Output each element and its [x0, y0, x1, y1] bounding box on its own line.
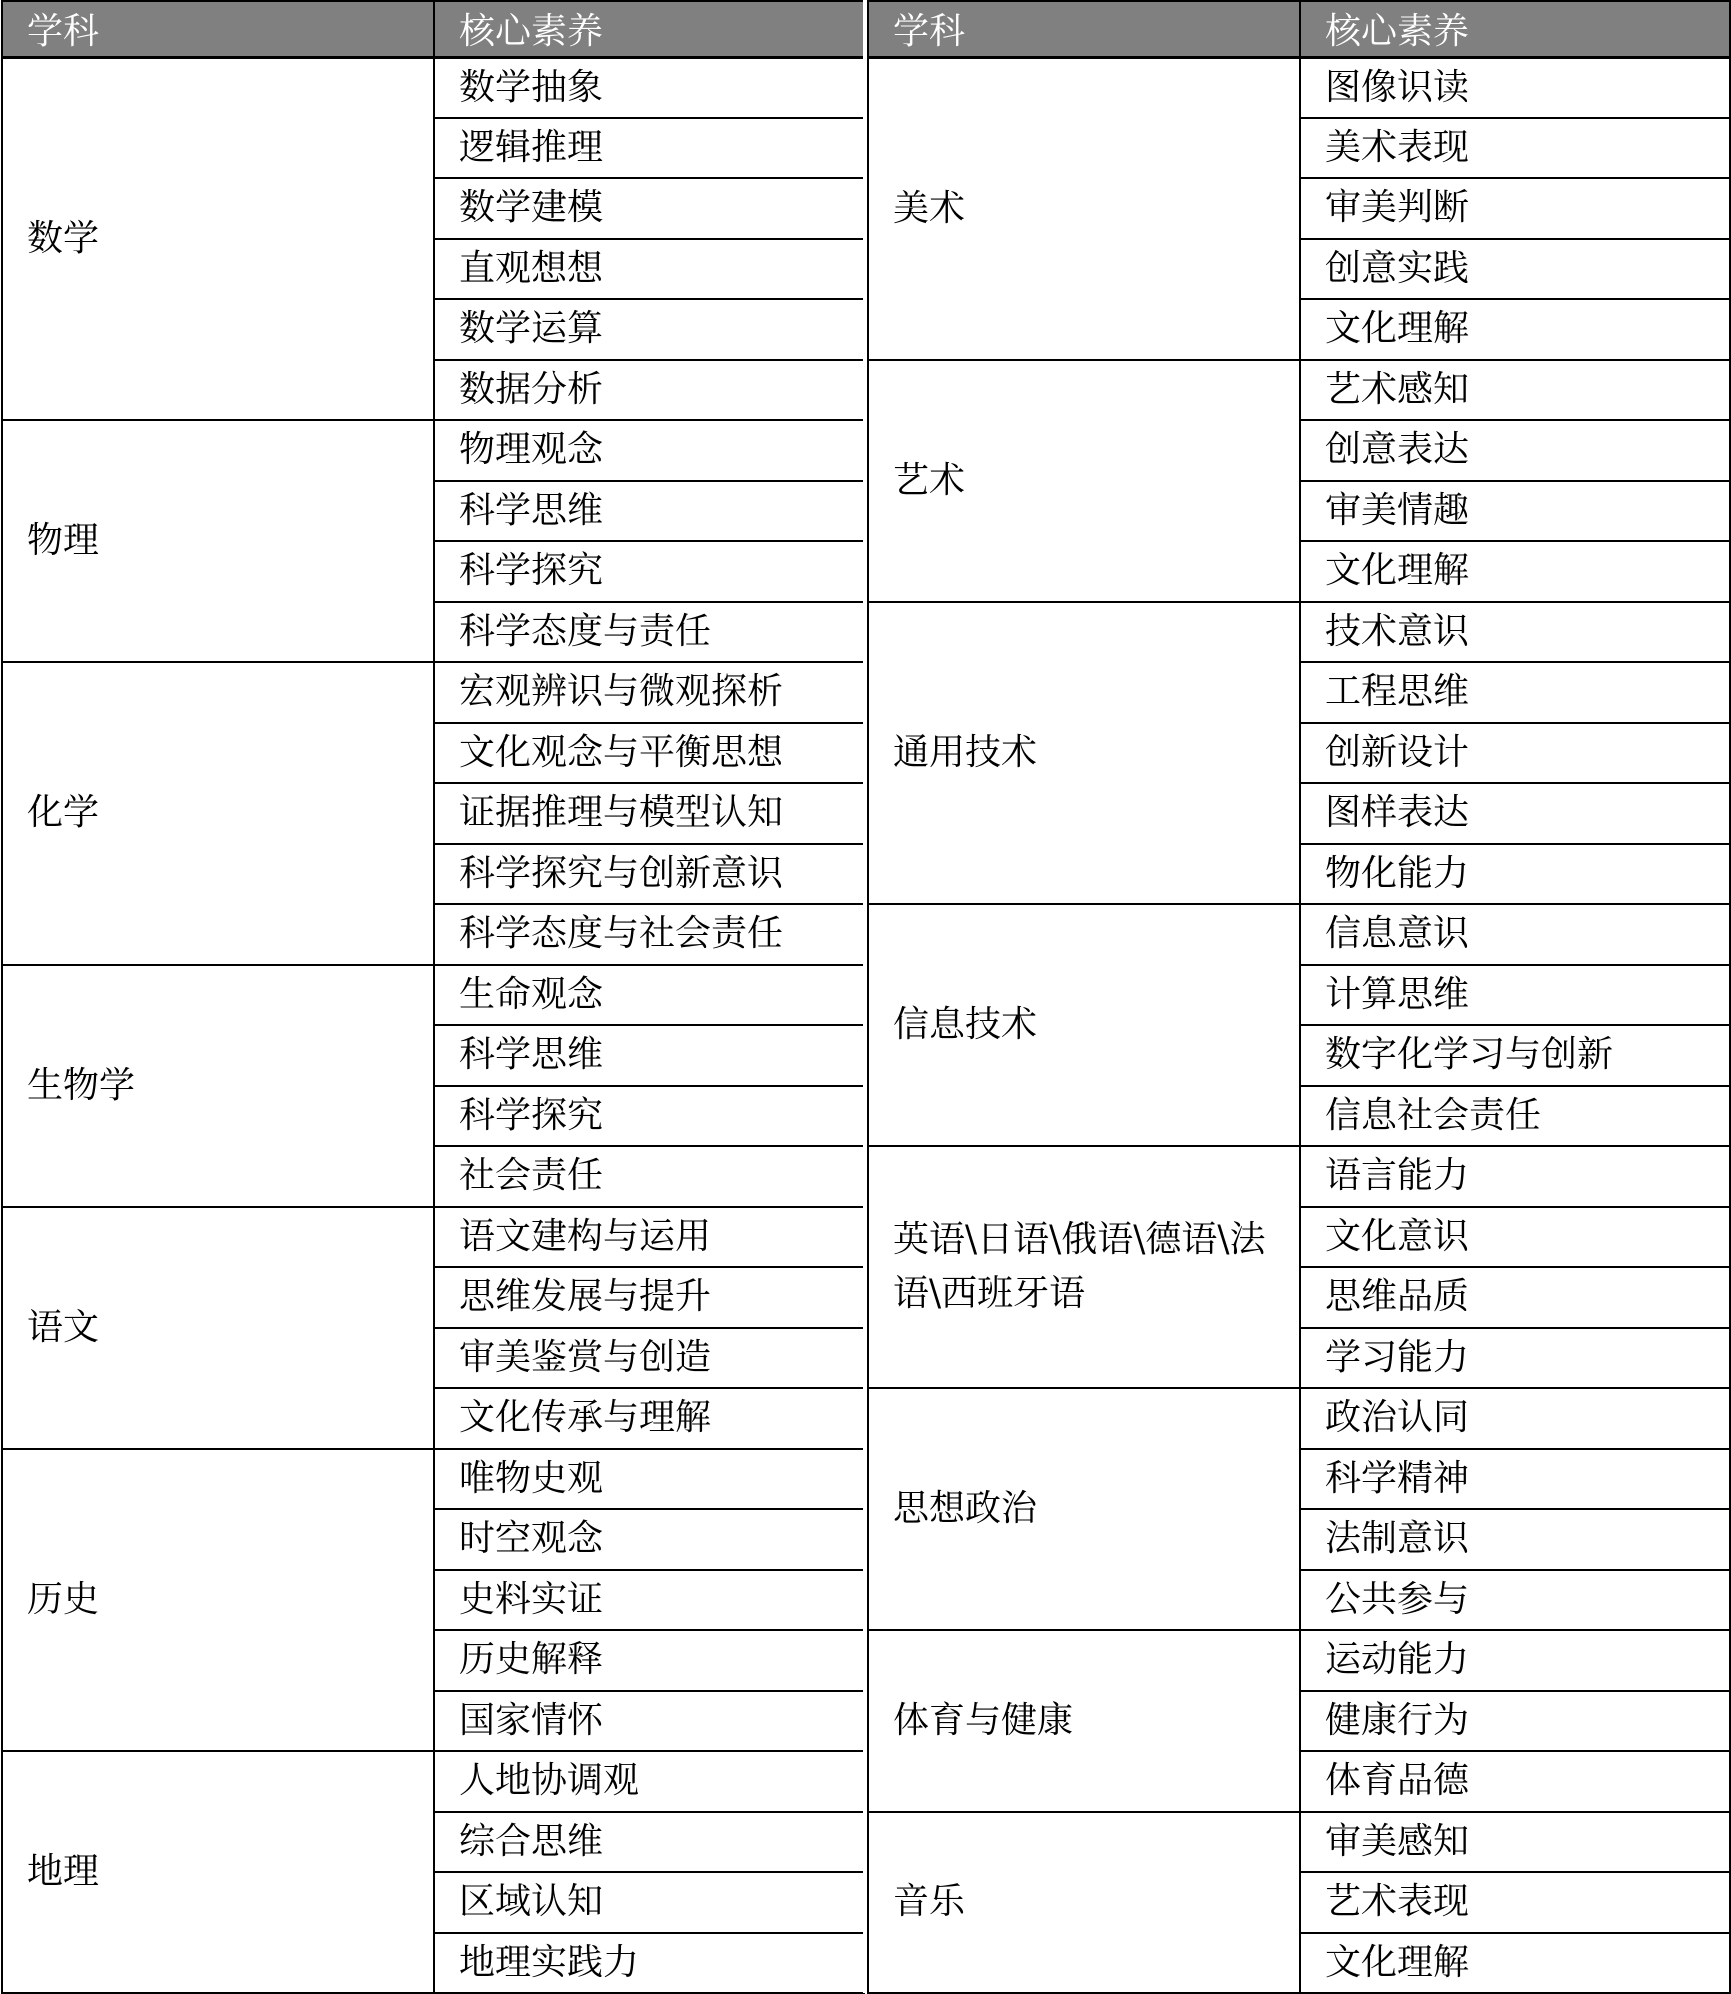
table-row: [2, 1751, 864, 1812]
competency-cell: 艺术表现: [1300, 1872, 1730, 1933]
right-competency-table: [867, 0, 1731, 1994]
competency-cell: 学习能力: [1300, 1328, 1730, 1389]
competency-cell: 美术表现: [1300, 118, 1730, 179]
left-competency-table: [1, 0, 865, 1994]
header-row: [868, 1, 1730, 57]
competency-cell: 史料实证: [434, 1570, 864, 1631]
competency-cell: 生命观念: [434, 965, 864, 1026]
competency-cell: 文化理解: [1300, 1933, 1730, 1994]
competency-cell: 审美鉴赏与创造: [434, 1328, 864, 1389]
competency-cell: 证据推理与模型认知: [434, 783, 864, 844]
competency-cell: 数学建模: [434, 178, 864, 239]
table-row: [868, 1388, 1730, 1449]
table-row: [868, 1146, 1730, 1207]
competency-cell: 数学运算: [434, 299, 864, 360]
competency-cell: 计算思维: [1300, 965, 1730, 1026]
competency-cell: 数据分析: [434, 360, 864, 421]
competency-cell: 科学态度与社会责任: [434, 904, 864, 965]
table-row: [868, 602, 1730, 663]
competency-cell: 审美判断: [1300, 178, 1730, 239]
table-row: [2, 1449, 864, 1510]
competency-cell: 公共参与: [1300, 1570, 1730, 1631]
competency-cell: 国家情怀: [434, 1691, 864, 1752]
subject-cell: 数学: [2, 57, 434, 420]
competency-cell: 文化意识: [1300, 1207, 1730, 1268]
header-competency: 核心素养: [434, 1, 864, 57]
competency-cell: 数字化学习与创新: [1300, 1025, 1730, 1086]
competency-cell: 图像识读: [1300, 57, 1730, 118]
subject-cell: 体育与健康: [868, 1630, 1300, 1812]
subject-cell: 地理: [2, 1751, 434, 1993]
competency-cell: 时空观念: [434, 1509, 864, 1570]
competency-cell: 工程思维: [1300, 662, 1730, 723]
subject-cell: 艺术: [868, 360, 1300, 602]
competency-cell: 语文建构与运用: [434, 1207, 864, 1268]
competency-cell: 地理实践力: [434, 1933, 864, 1994]
competency-cell: 语言能力: [1300, 1146, 1730, 1207]
competency-cell: 创意表达: [1300, 420, 1730, 481]
table-row: [868, 360, 1730, 421]
table-row: [2, 965, 864, 1026]
competency-cell: 宏观辨识与微观探析: [434, 662, 864, 723]
subject-cell: 语文: [2, 1207, 434, 1449]
competency-cell: 图样表达: [1300, 783, 1730, 844]
competency-cell: 文化传承与理解: [434, 1388, 864, 1449]
header-row: [2, 1, 864, 57]
competency-cell: 法制意识: [1300, 1509, 1730, 1570]
table-row: [868, 1630, 1730, 1691]
competency-cell: 科学探究与创新意识: [434, 844, 864, 905]
competency-cell: 文化理解: [1300, 299, 1730, 360]
competency-cell: 思维品质: [1300, 1267, 1730, 1328]
competency-cell: 审美感知: [1300, 1812, 1730, 1873]
subject-cell: 通用技术: [868, 602, 1300, 905]
table-row: [868, 1812, 1730, 1873]
competency-cell: 思维发展与提升: [434, 1267, 864, 1328]
subject-cell: 英语\日语\俄语\德语\法语\西班牙语: [868, 1146, 1300, 1388]
competency-cell: 物化能力: [1300, 844, 1730, 905]
table-row: [2, 420, 864, 481]
table-row: [868, 904, 1730, 965]
competency-cell: 艺术感知: [1300, 360, 1730, 421]
header-subject: 学科: [868, 1, 1300, 57]
header-competency: 核心素养: [1300, 1, 1730, 57]
table-row: [2, 1207, 864, 1268]
competency-cell: 科学探究: [434, 1086, 864, 1147]
subject-cell: 物理: [2, 420, 434, 662]
table-row: [868, 57, 1730, 118]
competency-cell: 审美情趣: [1300, 481, 1730, 542]
competency-cell: 技术意识: [1300, 602, 1730, 663]
competency-cell: 综合思维: [434, 1812, 864, 1873]
subject-cell: 历史: [2, 1449, 434, 1752]
competency-cell: 直观想想: [434, 239, 864, 300]
competency-cell: 科学思维: [434, 1025, 864, 1086]
table-row: [2, 662, 864, 723]
header-subject: 学科: [2, 1, 434, 57]
subject-cell: 音乐: [868, 1812, 1300, 1994]
competency-cell: 科学态度与责任: [434, 602, 864, 663]
competency-cell: 科学思维: [434, 481, 864, 542]
subject-cell: 美术: [868, 57, 1300, 360]
competency-cell: 物理观念: [434, 420, 864, 481]
subject-cell: 生物学: [2, 965, 434, 1207]
right-table-body: [868, 57, 1730, 1993]
competency-cell: 唯物史观: [434, 1449, 864, 1510]
competency-cell: 文化观念与平衡思想: [434, 723, 864, 784]
competency-cell: 创新设计: [1300, 723, 1730, 784]
table-row: [2, 57, 864, 118]
competency-cell: 逻辑推理: [434, 118, 864, 179]
competency-cell: 健康行为: [1300, 1691, 1730, 1752]
competency-cell: 体育品德: [1300, 1751, 1730, 1812]
competency-cell: 文化理解: [1300, 541, 1730, 602]
competency-cell: 信息社会责任: [1300, 1086, 1730, 1147]
subject-cell: 思想政治: [868, 1388, 1300, 1630]
competency-cell: 人地协调观: [434, 1751, 864, 1812]
competency-cell: 科学探究: [434, 541, 864, 602]
left-table-body: [2, 57, 864, 1993]
subject-cell: 信息技术: [868, 904, 1300, 1146]
competency-cell: 科学精神: [1300, 1449, 1730, 1510]
competency-cell: 历史解释: [434, 1630, 864, 1691]
competency-cell: 信息意识: [1300, 904, 1730, 965]
competency-cell: 数学抽象: [434, 57, 864, 118]
competency-cell: 运动能力: [1300, 1630, 1730, 1691]
competency-cell: 政治认同: [1300, 1388, 1730, 1449]
subject-cell: 化学: [2, 662, 434, 965]
competency-cell: 社会责任: [434, 1146, 864, 1207]
competency-cell: 区域认知: [434, 1872, 864, 1933]
competency-cell: 创意实践: [1300, 239, 1730, 300]
